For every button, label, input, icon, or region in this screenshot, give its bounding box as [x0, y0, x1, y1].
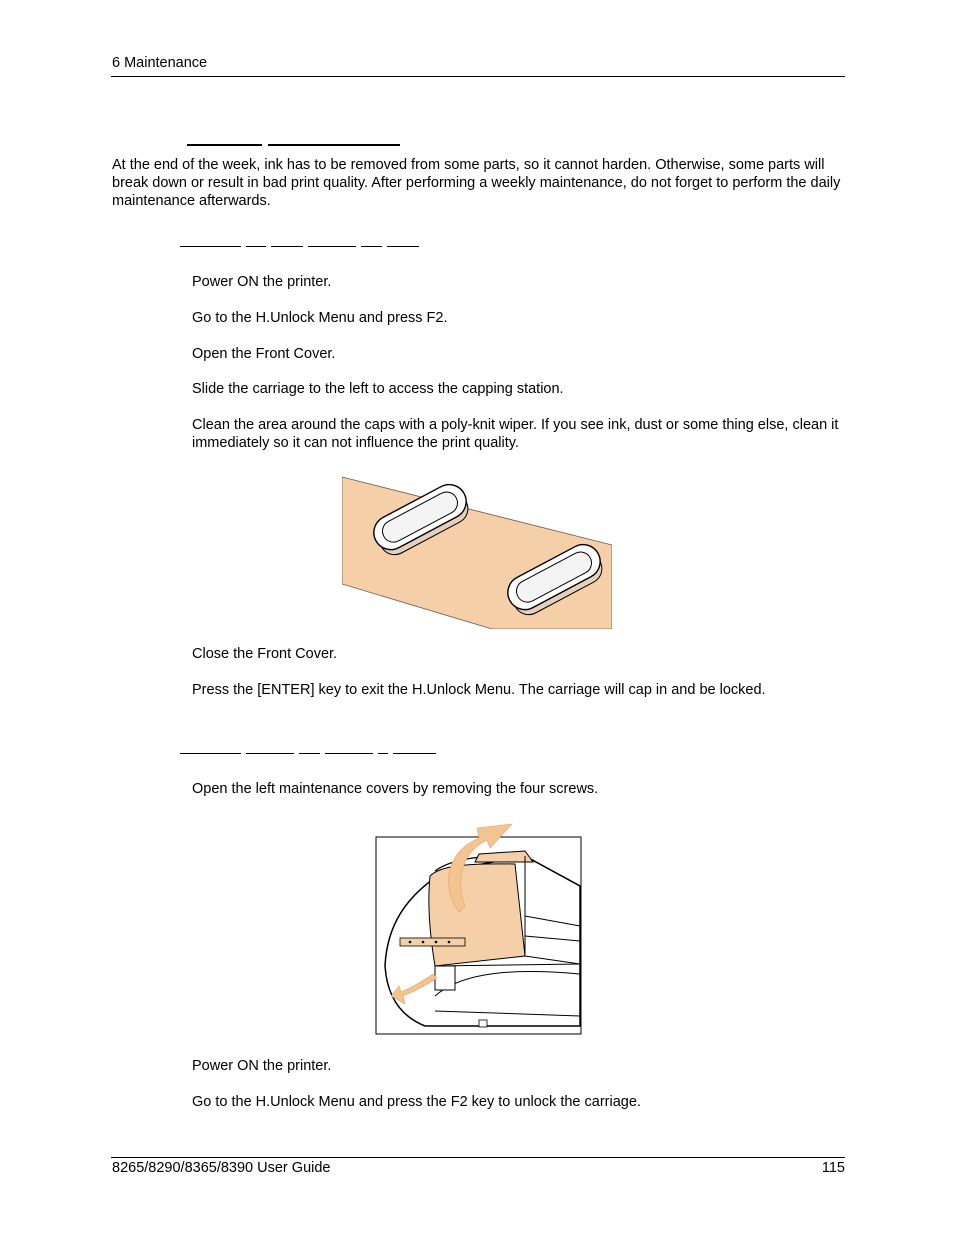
step-1-5: Clean the area around the caps with a poly-knit wiper. If you see ink, dust or some thing else, clean it immediately so it can not influence the print quality. — [192, 417, 839, 451]
step-1-6: Close the Front Cover. — [192, 646, 338, 662]
step-1-1: Power ON the printer. — [192, 274, 332, 290]
step-2-1: Open the left maintenance covers by removing the four screws. — [192, 781, 599, 797]
step-1-2: Go to the H.Unlock Menu and press F2. — [192, 310, 448, 326]
step-1-7: Press the [ENTER] key to exit the H.Unlock Menu. The carriage will cap in and be locked. — [192, 682, 766, 698]
intro-paragraph: At the end of the week, ink has to be removed from some parts, so it cannot harden. Otherwise, some parts will break down or result in bad print quality. After performing a weekly maintenance, do not forget to perform the daily maintenance afterwards. — [112, 157, 841, 209]
maintenance-cover-illustration — [375, 816, 585, 1036]
step-1-3: Open the Front Cover. — [192, 346, 336, 362]
running-header: 6 Maintenance — [112, 55, 208, 71]
page-number: 115 — [821, 1160, 845, 1176]
footer-rule — [111, 1157, 845, 1158]
capping-station-illustration — [342, 472, 612, 629]
step-2-2: Power ON the printer. — [192, 1058, 332, 1074]
step-1-4: Slide the carriage to the left to access the capping station. — [192, 381, 564, 397]
footer-guide-title: 8265/8290/8365/8390 User Guide — [112, 1160, 331, 1176]
step-2-3: Go to the H.Unlock Menu and press the F2 key to unlock the carriage. — [192, 1094, 641, 1110]
header-rule — [111, 76, 845, 77]
